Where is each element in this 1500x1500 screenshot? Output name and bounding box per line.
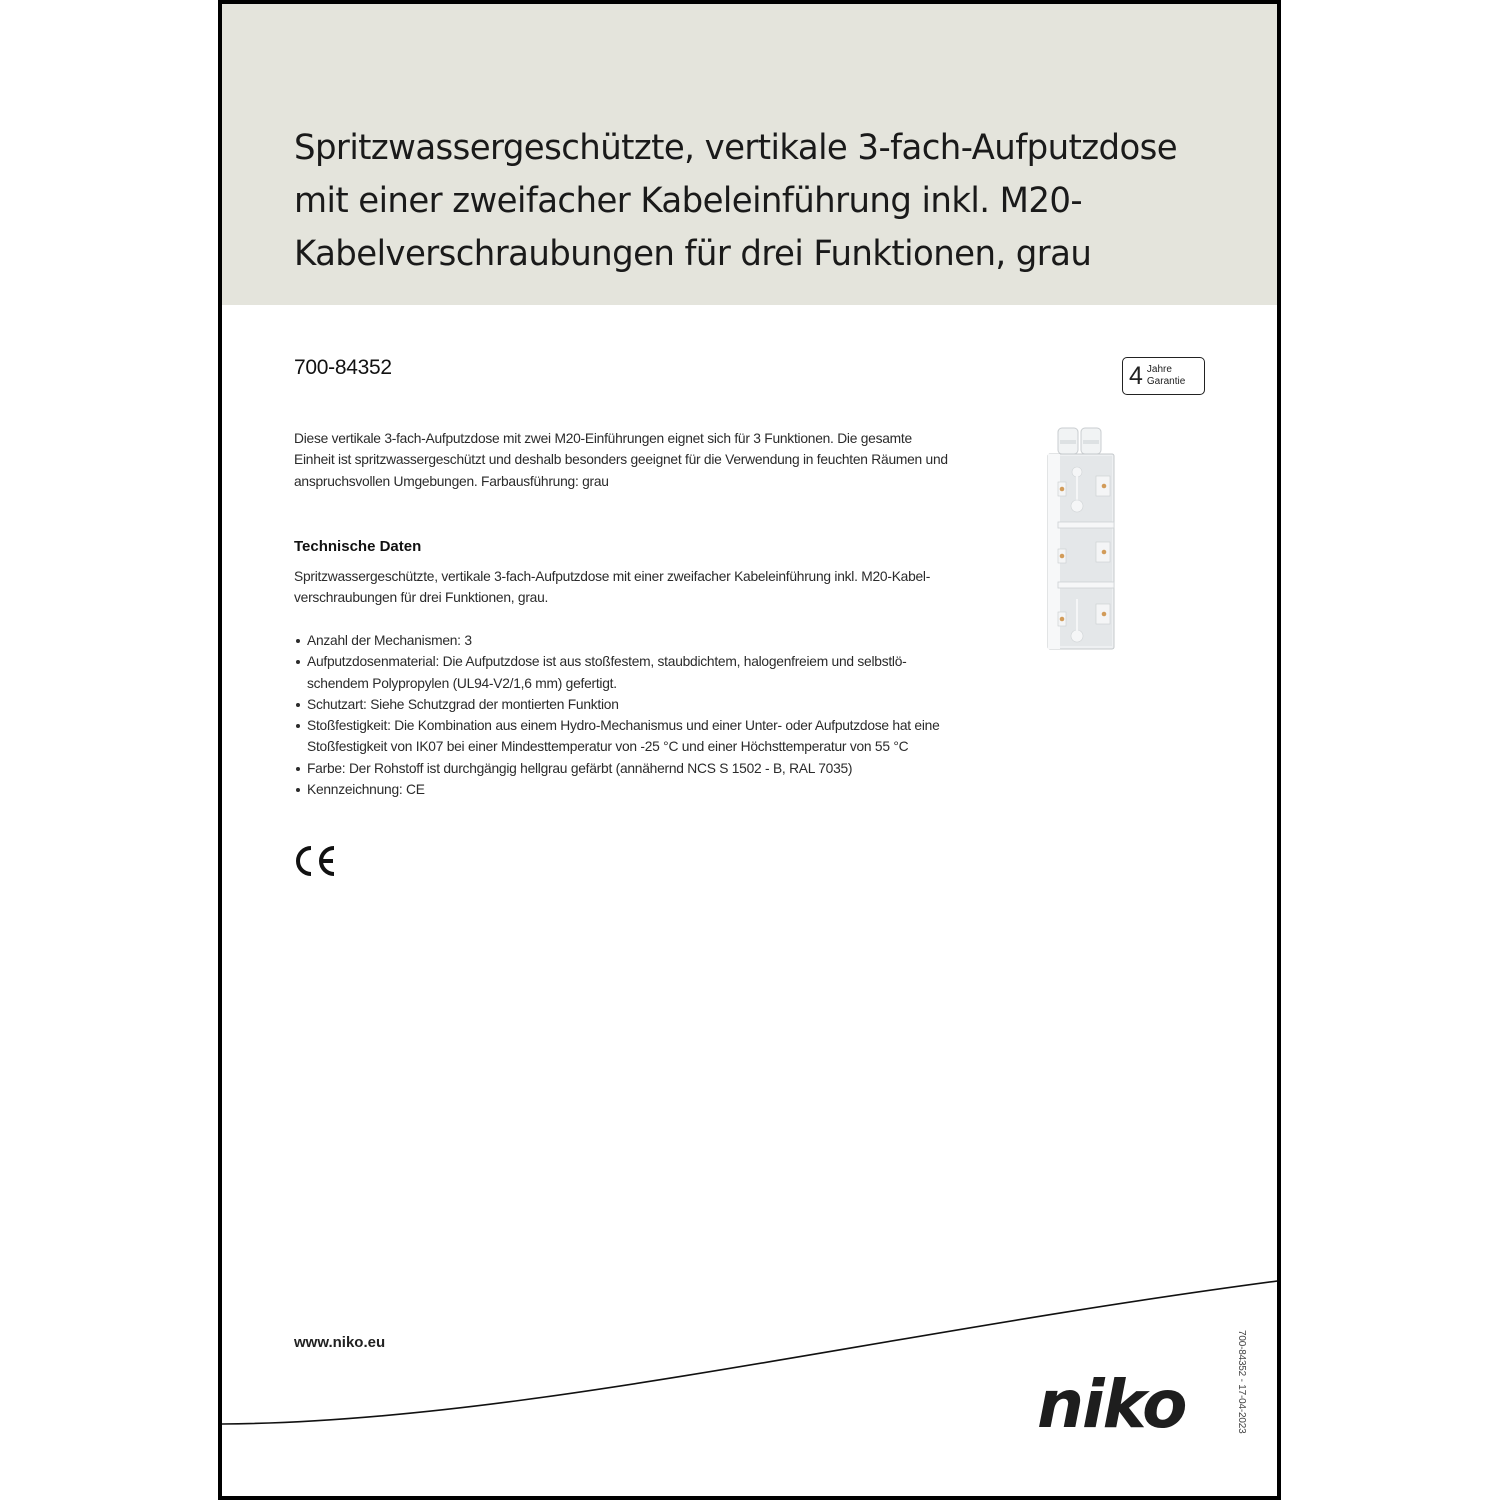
warranty-line1: Jahre: [1146, 364, 1172, 375]
article-number: 700-84352: [294, 356, 392, 379]
technical-data-heading: Technische Daten: [294, 538, 422, 555]
ce-mark-icon: [294, 844, 338, 878]
niko-logo: niko: [1037, 1366, 1186, 1443]
header-band: [222, 4, 1277, 305]
website-link[interactable]: www.niko.eu: [294, 1334, 386, 1351]
technical-description: Spritzwassergeschützte, vertikale 3-fach-Aufputzdose mit einer zweifacher Kabeleinführung inkl. M20-Kabel-verschraubungen für drei Funktionen, grau.: [294, 569, 931, 606]
spec-item-impact: Stoßfestigkeit: Die Kombination aus einem Hydro-Mechanismus und einer Unter- oder Aufputzdose hat eine Stoßfestigkeit von IK07 bei einer Mindesttemperatur von -25 °C und einer Höchsttemperatur von 55 °C: [294, 715, 966, 758]
datasheet-page: [218, 0, 1281, 1500]
spec-item-marking: Kennzeichnung: CE: [294, 779, 966, 800]
warranty-badge: [1122, 357, 1205, 395]
product-image: [1034, 424, 1124, 654]
product-title: Spritzwassergeschützte, vertikale 3-fach-Aufputzdose mit einer zweifacher Kabeleinführung inkl. M20-Kabelverschraubungen für drei Funktionen, grau: [294, 128, 1178, 274]
warranty-years: 4: [1129, 361, 1143, 390]
spec-list: [294, 630, 966, 800]
spec-item-color: Farbe: Der Rohstoff ist durchgängig hellgrau gefärbt (annähernd NCS S 1502 - B, RAL 7035): [294, 758, 966, 779]
spec-item-protection: Schutzart: Siehe Schutzgrad der montierten Funktion: [294, 694, 966, 715]
warranty-line2: Garantie: [1146, 376, 1186, 387]
spec-item-mechanisms: Anzahl der Mechanismen: 3: [294, 630, 966, 651]
document-reference: 700-84352 - 17-04-2023: [1236, 1330, 1247, 1434]
warranty-label: [1147, 364, 1185, 388]
product-intro: Diese vertikale 3-fach-Aufputzdose mit zwei M20-Einführungen eignet sich für 3 Funktionen. Die gesamte Einheit ist spritzwassergeschützt und deshalb besonders geeignet für die Verwendung in feuchten Räumen und anspruchsvollen Umgebungen. Farbausführung: grau: [294, 431, 948, 489]
spec-item-material: Aufputzdosenmaterial: Die Aufputzdose ist aus stoßfestem, staubdichtem, halogenfreiem und selbstlö-schendem Polypropylen (UL94-V2/1,6 mm) gefertigt.: [294, 651, 966, 694]
